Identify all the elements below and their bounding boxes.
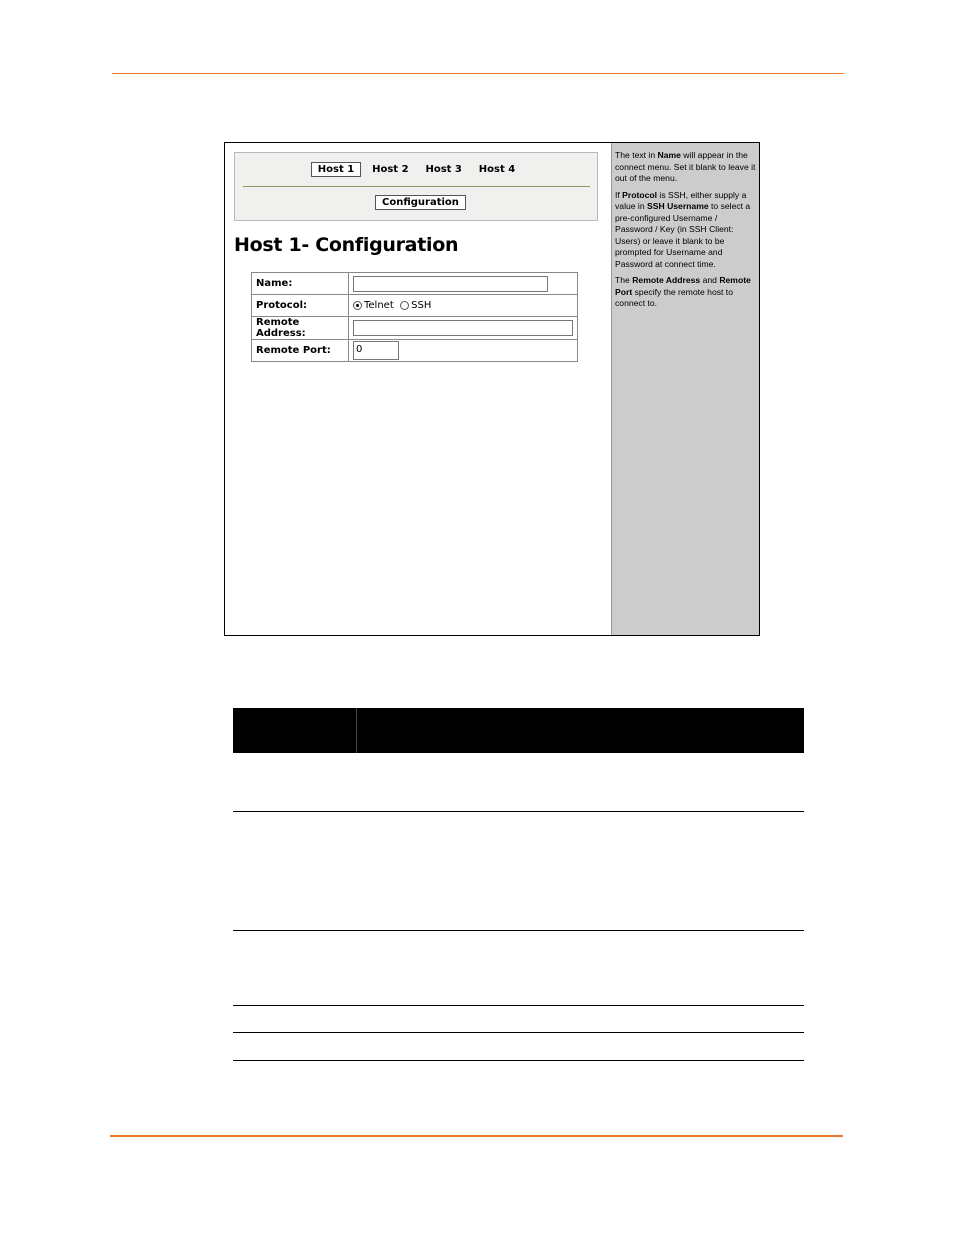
table-row-divider: [233, 930, 804, 931]
header-rule: [112, 73, 844, 74]
table-row-divider: [233, 1032, 804, 1033]
form-row-remote-port: [252, 340, 578, 362]
footer-rule: [110, 1135, 843, 1137]
remote-address-label: Remote Address:: [252, 317, 349, 340]
host-tabs: [235, 162, 597, 177]
name-label: Name:: [252, 273, 349, 295]
tab-host-1[interactable]: Host 1: [311, 162, 361, 177]
remote-port-input[interactable]: 0: [353, 341, 399, 360]
help-remote-paragraph: The Remote Address and Remote Port specify the remote host to connect to.: [615, 275, 751, 308]
settings-table-header: [233, 708, 804, 753]
host-menu: [234, 152, 598, 221]
remote-port-label: Remote Port:: [252, 340, 349, 362]
tab-host-3[interactable]: Host 3: [425, 164, 462, 175]
remote-address-input[interactable]: [353, 320, 573, 336]
menu-divider: [243, 186, 590, 187]
table-row-divider: [233, 1060, 804, 1061]
name-input[interactable]: [353, 276, 548, 292]
protocol-label: Protocol:: [252, 295, 349, 317]
form-row-name: [252, 273, 578, 295]
configuration-button[interactable]: Configuration: [375, 195, 466, 210]
tab-host-4[interactable]: Host 4: [478, 164, 516, 175]
form-row-remote-address: [252, 317, 578, 340]
tab-host-2[interactable]: Host 2: [372, 164, 409, 175]
form-row-protocol: [252, 295, 578, 317]
table-row-divider: [233, 811, 804, 812]
ssh-radio[interactable]: [400, 301, 409, 310]
telnet-radio[interactable]: [353, 301, 362, 310]
host-config-form: [251, 272, 578, 362]
table-row-divider: [233, 1005, 804, 1006]
help-name-paragraph: The text in Name will appear in the connect menu. Set it blank to leave it out of the menu.: [615, 150, 756, 183]
telnet-label: Telnet: [364, 300, 394, 311]
header-column-divider: [356, 708, 357, 753]
page-title: Host 1- Configuration: [234, 234, 459, 256]
ssh-label: SSH: [411, 300, 432, 311]
help-protocol-paragraph: If Protocol is SSH, either supply a value in SSH Username to select a pre-configured Username / Password / Key (in SSH Client: Users) or leave it blank to be prompted for Username and Password at connect time.: [615, 189, 751, 269]
help-panel: [611, 143, 759, 635]
